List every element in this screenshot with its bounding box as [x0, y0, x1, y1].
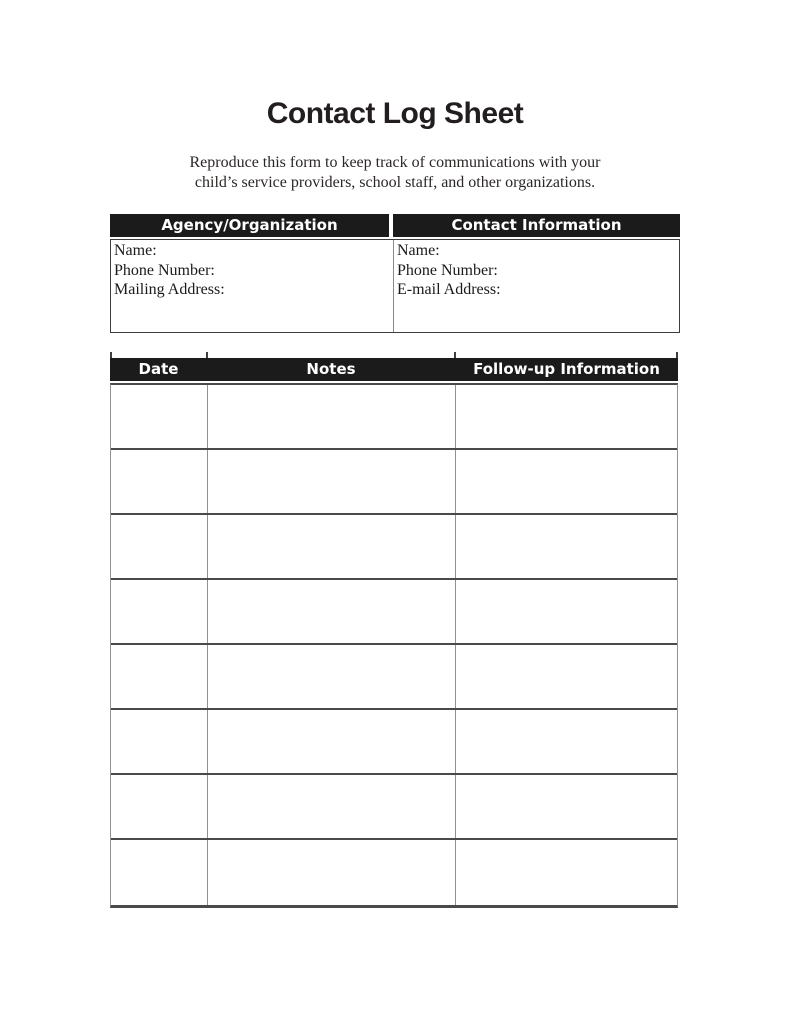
log-table-row — [111, 580, 677, 645]
agency-contact-table — [110, 214, 680, 333]
log-cell-followup — [456, 840, 677, 905]
log-cell-notes — [208, 645, 456, 708]
log-table-row — [111, 775, 677, 840]
field-label-email-address: E-mail Address: — [397, 281, 501, 298]
page-title: Contact Log Sheet — [266, 97, 524, 130]
log-cell-notes — [208, 515, 456, 578]
field-label-name: Name: — [397, 242, 440, 259]
intro-line: child’s service providers, school staff, and other organizations. — [194, 173, 596, 191]
log-cell-notes — [208, 775, 456, 838]
log-cell-date — [111, 385, 208, 448]
log-table-row — [111, 710, 677, 775]
log-cell-date — [111, 645, 208, 708]
log-table-row — [111, 515, 677, 580]
field-label-phone: Phone Number: — [114, 261, 215, 279]
log-cell-followup — [456, 710, 677, 773]
agency-header-cell: Agency/Organization — [110, 214, 389, 237]
log-cell-followup — [456, 645, 677, 708]
log-cell-followup — [456, 450, 677, 513]
contact-column-cell — [394, 240, 679, 332]
field-label-phone: Phone Number: — [397, 261, 498, 279]
agency-table-body — [110, 239, 680, 333]
log-table-header — [110, 358, 678, 381]
agency-table-header — [110, 214, 680, 237]
log-cell-date — [111, 710, 208, 773]
intro-text — [0, 153, 790, 192]
log-cell-notes — [208, 710, 456, 773]
log-cell-notes — [208, 580, 456, 643]
log-table-body — [110, 383, 678, 908]
log-cell-followup — [456, 775, 677, 838]
log-cell-followup — [456, 385, 677, 448]
contact-header-cell: Contact Information — [393, 214, 680, 237]
log-cell-date — [111, 775, 208, 838]
log-table-row — [111, 645, 677, 710]
log-table-row — [111, 385, 677, 450]
log-header-followup: Follow-up Information — [473, 360, 660, 378]
intro-line: Reproduce this form to keep track of communications with your — [189, 154, 601, 171]
log-header-notes: Notes — [306, 360, 356, 378]
log-cell-date — [111, 450, 208, 513]
log-cell-date — [111, 580, 208, 643]
log-cell-followup — [456, 580, 677, 643]
log-cell-followup — [456, 515, 677, 578]
log-cell-notes — [208, 385, 456, 448]
log-header-date: Date — [138, 360, 179, 378]
log-table-row — [111, 450, 677, 515]
log-cell-date — [111, 515, 208, 578]
log-table-row — [111, 840, 677, 905]
log-cell-notes — [208, 450, 456, 513]
agency-column-cell — [111, 240, 394, 332]
log-cell-date — [111, 840, 208, 905]
field-label-name: Name: — [114, 242, 157, 259]
field-label-mailing-address: Mailing Address: — [114, 281, 225, 298]
log-cell-notes — [208, 840, 456, 905]
